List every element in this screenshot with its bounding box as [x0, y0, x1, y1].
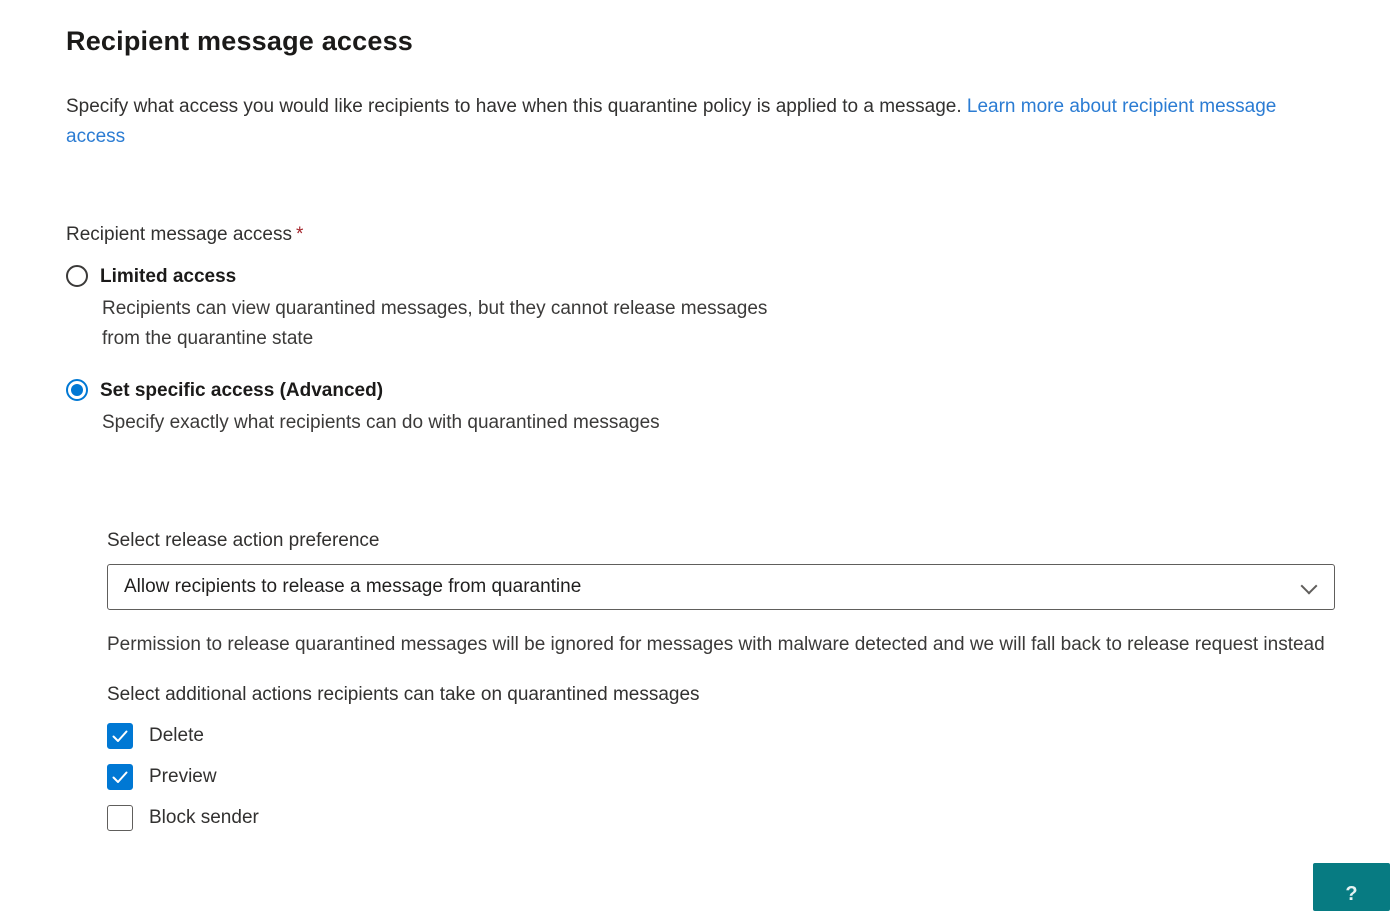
release-preference-note: Permission to release quarantined messages will be ignored for messages with malware detected and we will fall back to release request instead: [107, 634, 1325, 655]
release-preference-dropdown[interactable]: [107, 564, 1335, 610]
advanced-access-section: [107, 528, 1338, 831]
page-description-text: Specify what access you would like recipients to have when this quarantine policy is applied to a message.: [66, 96, 962, 117]
radio-option-description: Recipients can view quarantined messages, but they cannot release messages from the quarantine state: [102, 298, 768, 349]
page-description: [66, 92, 1334, 152]
release-preference-label: Select release action preference: [107, 530, 380, 551]
checkbox-checked-icon[interactable]: [107, 723, 133, 749]
help-button[interactable]: [1313, 863, 1390, 911]
radio-option-label: Limited access: [100, 266, 237, 287]
radio-button-icon[interactable]: [66, 265, 88, 287]
access-field-label: [66, 222, 1338, 248]
radio-option-set-specific-access[interactable]: [66, 378, 1338, 404]
checkbox-label: Block sender: [149, 807, 259, 828]
radio-option-description: Specify exactly what recipients can do with quarantined messages: [102, 412, 660, 433]
checkbox-label: Preview: [149, 766, 217, 787]
radio-option-limited-access[interactable]: [66, 264, 1338, 290]
page-title: Recipient message access: [66, 26, 414, 56]
dropdown-selected-value: Allow recipients to release a message from quarantine: [124, 576, 582, 597]
additional-actions-label: Select additional actions recipients can take on quarantined messages: [107, 684, 700, 705]
checkbox-row-delete[interactable]: [107, 723, 1338, 749]
radio-option-label: Set specific access (Advanced): [100, 380, 384, 401]
required-asterisk: *: [296, 224, 304, 245]
access-field-label-text: Recipient message access: [66, 224, 292, 245]
radio-button-selected-icon[interactable]: [66, 379, 88, 401]
wizard-step-content: [66, 24, 1338, 831]
question-mark-icon: ?: [1345, 883, 1358, 905]
checkbox-label: Delete: [149, 725, 204, 746]
checkbox-row-block-sender[interactable]: [107, 805, 1338, 831]
learn-more-link[interactable]: Learn more about recipient message access: [66, 96, 1277, 147]
checkbox-row-preview[interactable]: [107, 764, 1338, 790]
chevron-down-icon[interactable]: [1302, 580, 1316, 594]
checkbox-unchecked-icon[interactable]: [107, 805, 133, 831]
checkbox-checked-icon[interactable]: [107, 764, 133, 790]
